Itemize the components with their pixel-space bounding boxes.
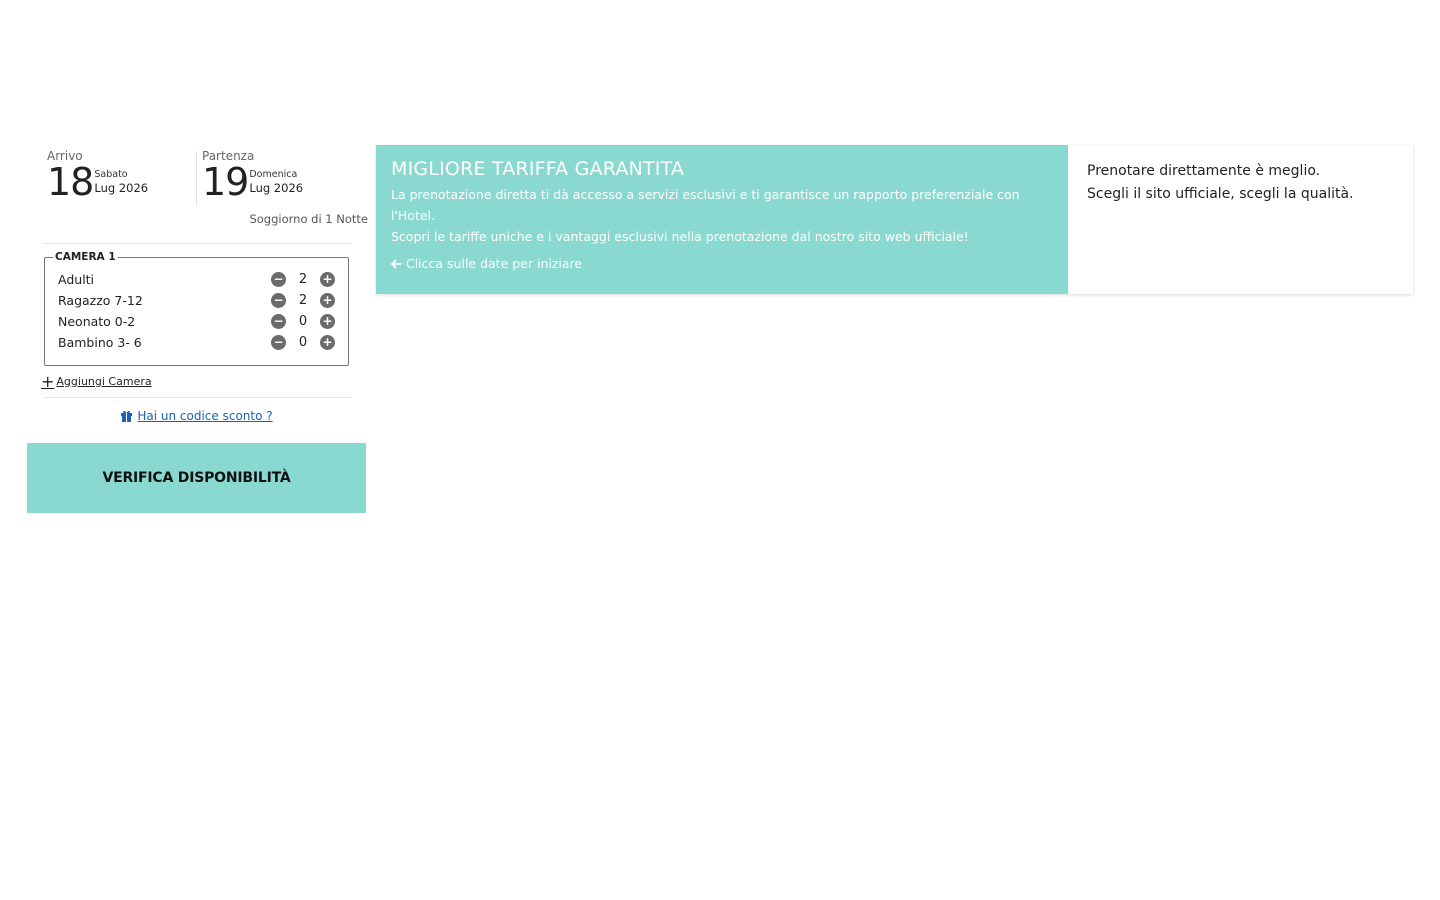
minus-circle-icon[interactable]: − [271,272,286,287]
verify-availability-button[interactable]: VERIFICA DISPONIBILITÀ [27,443,366,513]
arrow-left-icon [391,256,406,271]
banner-highlight [376,145,1068,294]
promo-code-link[interactable]: Hai un codice sconto ? [137,409,273,423]
banner-right-line-1: Prenotare direttamente è meglio. [1087,163,1321,179]
banner-title: MIGLIORE TARIFFA GARANTITA [391,158,685,180]
banner-side-text [1087,160,1397,206]
departure-date[interactable] [202,149,303,202]
arrival-weekday: Sabato [94,169,128,180]
minus-circle-icon[interactable]: − [271,293,286,308]
banner-cta[interactable] [391,255,1053,273]
room-title: CAMERA 1 [55,251,116,263]
guest-label: Bambino 3- 6 [58,335,142,350]
children-stepper [271,335,335,350]
guest-count: 0 [298,335,308,350]
arrival-label: Arrivo [47,149,83,163]
room-fieldset [44,251,349,366]
promo-code [27,409,366,425]
minus-circle-icon[interactable]: − [271,314,286,329]
nights-count: Soggiorno di 1 Notte [249,212,368,226]
guest-count: 2 [298,272,308,287]
guest-row-infants [58,311,335,332]
date-selector [27,145,366,235]
plus-icon: + [41,371,55,391]
divider [44,243,352,244]
gift-icon [120,409,133,425]
departure-label: Partenza [202,149,255,163]
guest-row-adults [58,269,335,290]
arrival-day: 18 [47,160,94,204]
guest-count: 0 [298,314,308,329]
teens-stepper [271,293,335,308]
booking-form [27,145,368,486]
guest-label: Ragazzo 7-12 [58,293,143,308]
guest-label: Neonato 0-2 [58,314,136,329]
infants-stepper [271,314,335,329]
banner-line-1: La prenotazione diretta ti dà accesso a servizi esclusivi e ti garantisce un rapporto preferenziale con l'Hotel. [391,187,1020,223]
guest-row-teens [58,290,335,311]
minus-circle-icon[interactable]: − [271,335,286,350]
banner-right-line-2: Scegli il sito ufficiale, scegli la qualità. [1087,186,1354,202]
plus-circle-icon[interactable]: + [320,272,335,287]
plus-circle-icon[interactable]: + [320,335,335,350]
best-rate-banner [376,145,1413,294]
guest-label: Adulti [58,272,95,287]
banner-line-2: Scopri le tariffe uniche e i vantaggi esclusivi nella prenotazione dal nostro sito web ufficiale! [391,229,969,244]
departure-month-year: Lug 2026 [249,181,304,195]
divider [44,397,352,398]
adults-stepper [271,272,335,287]
banner-description [391,184,1053,247]
arrival-date[interactable] [47,149,148,202]
plus-circle-icon[interactable]: + [320,293,335,308]
date-divider [196,151,197,205]
plus-circle-icon[interactable]: + [320,314,335,329]
guest-row-children [58,332,335,353]
guest-count: 2 [298,293,308,308]
add-room-link[interactable] [41,371,152,391]
add-room-label: Aggiungi Camera [56,375,152,388]
arrival-month-year: Lug 2026 [94,181,149,195]
departure-day: 19 [202,160,249,204]
banner-cta-label: Clicca sulle date per iniziare [405,256,583,271]
departure-weekday: Domenica [249,169,298,180]
